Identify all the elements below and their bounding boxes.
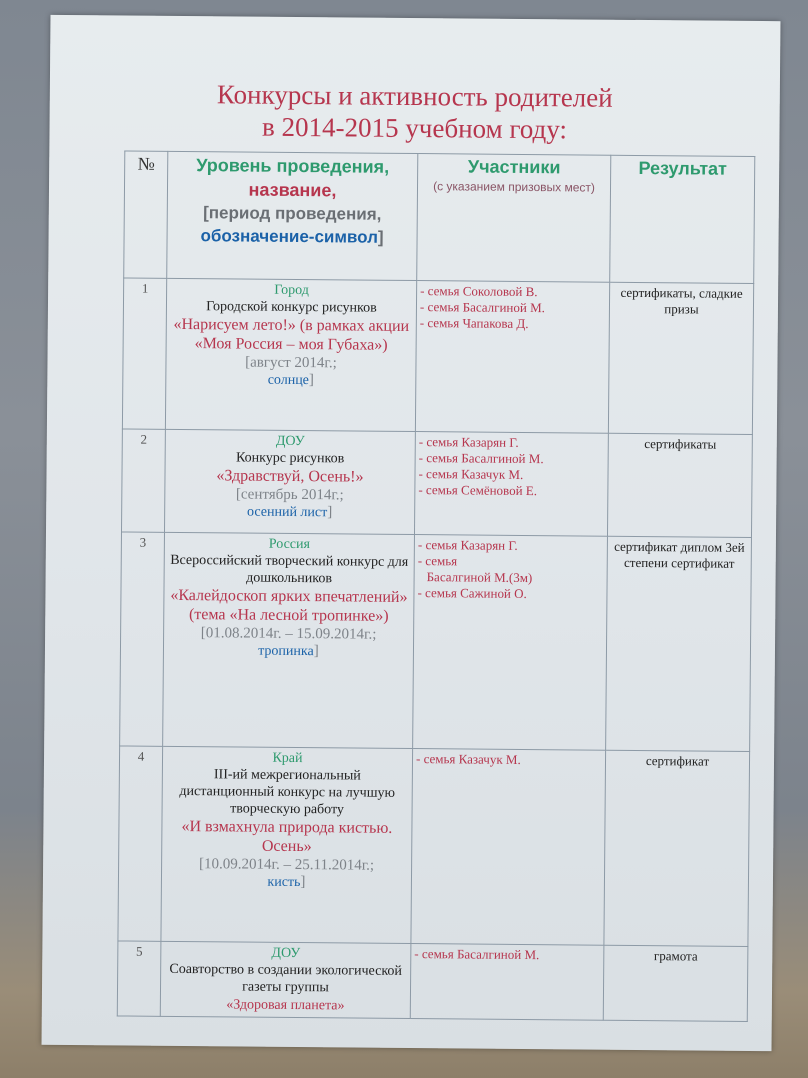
header-symbol-title: обозначение-символ [200, 226, 379, 247]
header-name-title: название, [248, 179, 337, 201]
title-line-1: Конкурсы и активность родителей [216, 79, 613, 113]
participant: - семья Сажиной О. [417, 585, 527, 602]
participant: - семья Чапакова Д. [419, 315, 529, 332]
event-level: Россия [268, 536, 311, 553]
event-level: Край [272, 750, 303, 767]
event-cell [160, 941, 411, 1018]
event-description: Соавторство в создании экологической газеты группы [169, 961, 403, 996]
event-name: «Нарисуем лето!» (в рамках акции «Моя Россия – моя Губаха») [173, 315, 410, 354]
participant: - семья Казарян Г. [417, 537, 518, 553]
event-period: [10.09.2014г. – 25.11.2014г.; [199, 856, 375, 874]
result-cell: грамота [603, 945, 748, 1021]
event-name: «И взмахнула природа кистью. Осень» [181, 818, 393, 856]
event-symbol: кисть [267, 874, 301, 891]
event-symbol: солнце [267, 372, 310, 389]
participant: - семья Соколовой В. [420, 283, 538, 300]
header-level [167, 151, 418, 280]
table-row [120, 532, 752, 751]
contests-table [117, 150, 756, 1021]
participant: - семья [417, 553, 458, 569]
table-header-row [124, 151, 755, 283]
row-number: 1 [122, 278, 166, 429]
participant: - семья Казачук М. [418, 466, 524, 482]
event-cell [165, 278, 416, 431]
result-cell: сертификат [604, 750, 750, 946]
participants-cell [414, 432, 608, 537]
header-bracket-close: ] [377, 227, 384, 247]
event-bracket: ] [327, 504, 333, 521]
event-period: [сентябрь 2014г.; [235, 486, 344, 504]
table-row [117, 941, 748, 1021]
table-row [122, 278, 753, 434]
row-number: 2 [121, 429, 165, 532]
event-cell [163, 532, 415, 748]
result-cell: сертификаты, сладкие призы [608, 282, 753, 434]
event-symbol: тропинка [258, 643, 314, 660]
participant: - семья Казарян Г. [418, 434, 519, 450]
event-level: ДОУ [275, 433, 305, 450]
paper-sheet [42, 15, 781, 1051]
event-name: «Здравствуй, Осень!» [216, 467, 364, 486]
header-participants-title: Участники [467, 156, 561, 178]
event-bracket: ] [308, 372, 315, 389]
participants-cell [415, 281, 609, 434]
participants-cell [411, 749, 606, 946]
participant: - семья Басалгиной М. [414, 946, 540, 963]
participant: - семья Басалгиной М. [418, 450, 544, 467]
event-name: «Здоровая планета» [226, 997, 345, 1014]
participant: - семья Казачук М. [415, 751, 521, 767]
header-result-title: Результат [638, 157, 727, 179]
header-level-title: Уровень проведения, [196, 155, 390, 177]
result-cell: сертификаты [607, 433, 752, 537]
participant: - семья Семёновой Е. [418, 482, 538, 499]
header-participants-sub: (с указанием призовых мест) [433, 179, 595, 195]
event-period: [август 2014г.; [245, 354, 337, 372]
page-title [49, 77, 780, 147]
event-period: [01.08.2014г. – 15.09.2014г.; [200, 625, 377, 643]
event-cell [164, 429, 415, 534]
result-cell: сертификат диплом 3ей степени сертификат [606, 536, 752, 751]
row-number: 5 [117, 941, 161, 1016]
row-number: 3 [120, 532, 165, 746]
event-description: Конкурс рисунков [235, 450, 345, 467]
event-cell [161, 746, 413, 943]
table-row [118, 746, 750, 946]
row-number: 4 [118, 746, 163, 941]
event-symbol: осенний лист [246, 504, 328, 521]
event-name: «Калейдоскоп ярких впечатлений» (тема «На лесной тропинке») [170, 586, 408, 625]
table-row [121, 429, 752, 537]
event-bracket: ] [313, 643, 319, 660]
participants-cell [413, 535, 608, 751]
participants-cell [410, 944, 604, 1021]
header-participants [417, 154, 611, 283]
event-description: III-ий межрегиональный дистанционный конкурс на лучшую творческую работу [179, 767, 396, 818]
event-level: Город [274, 282, 309, 299]
event-level: ДОУ [271, 945, 301, 962]
header-num: № [124, 151, 168, 278]
header-result [610, 155, 755, 283]
event-description: Городской конкурс рисунков [206, 299, 377, 316]
title-line-2: в 2014-2015 учебном году: [261, 111, 568, 145]
participant: Басалгиной М.(3м) [426, 569, 533, 586]
event-description: Всероссийский творческий конкурс для дошкольников [170, 552, 409, 587]
participant: - семья Басалгиной М. [419, 299, 546, 316]
event-bracket: ] [300, 874, 306, 891]
header-period-title: [период проведения, [203, 203, 382, 224]
